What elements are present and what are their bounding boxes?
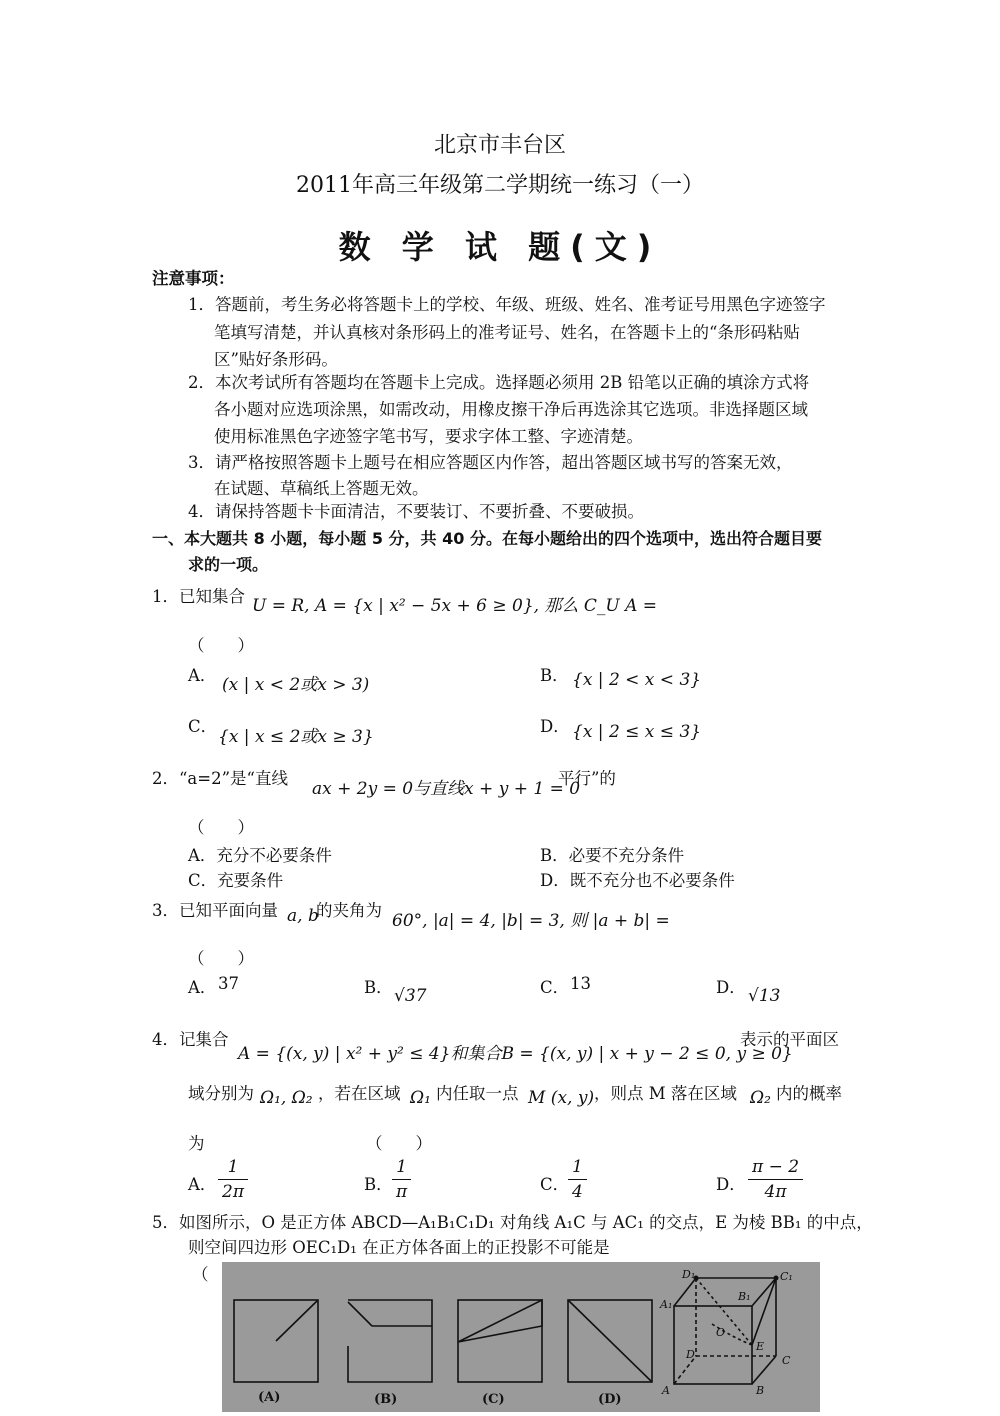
q1-answer-paren: （ ）: [188, 636, 254, 655]
q5-figure: [222, 1262, 820, 1412]
q4-option-b: [392, 1155, 411, 1204]
q3-expression: 60°, |a| = 4, |b| = 3, 则 |a + b| =: [392, 911, 670, 931]
cube-label-o: O: [716, 1326, 726, 1339]
q2-option-c: C．充要条件: [188, 871, 284, 890]
q1-option-b-label: B．: [540, 666, 569, 685]
q4-option-c: [568, 1155, 587, 1204]
q1-option-b: {x | 2 < x < 3}: [572, 670, 702, 690]
q3-option-b: √37: [394, 986, 427, 1006]
q4-option-d: [748, 1155, 803, 1204]
notice-line: 使用标准黑色字迹签字笔书写，要求字体工整、字迹清楚。: [214, 427, 643, 446]
option-b-diagram: [348, 1300, 432, 1382]
q3-stem: 3．已知平面向量: [152, 901, 278, 920]
projection-diagrams: [222, 1262, 820, 1412]
option-c-diagram: [458, 1300, 542, 1382]
notice-line: 4．请保持答题卡卡面清洁，不要装订、不要折叠、不要破损。: [188, 502, 644, 521]
denominator: π: [396, 1182, 408, 1202]
q2-option-b: B．必要不充分条件: [540, 846, 685, 865]
q4-option-c-label: C．: [540, 1175, 570, 1194]
q3-option-c: 13: [570, 974, 591, 993]
numerator: π − 2: [748, 1155, 803, 1180]
denominator: 4: [572, 1182, 583, 1202]
q3-option-a: 37: [218, 974, 239, 993]
q5-stem-cont: 则空间四边形 OEC₁D₁ 在正方体各面上的正投影不可能是: [188, 1238, 610, 1257]
q4-option-b-label: B．: [364, 1175, 393, 1194]
q4-line2-e: 内的概率: [776, 1084, 842, 1103]
q1-option-c-label: C．: [188, 717, 218, 736]
q4-point: M (x, y): [528, 1088, 595, 1108]
q4-expression: A = {(x, y) | x² + y² ≤ 4}和集合B = {(x, y) | x + y − 2 ≤ 0, y ≥ 0}: [238, 1044, 793, 1064]
q4-omega1: Ω₁: [410, 1088, 431, 1108]
numerator: 1: [218, 1155, 248, 1180]
q4-omega-pair: Ω₁, Ω₂: [260, 1088, 313, 1108]
q5-answer-paren: （: [192, 1265, 209, 1284]
q1-option-d-label: D．: [540, 717, 570, 736]
q4-line2-b: ，若在区域: [318, 1084, 401, 1103]
notice-heading: 注意事项：: [152, 269, 235, 288]
q2-stem-tail: 平行”的: [558, 769, 616, 788]
cube-label-c: C: [782, 1354, 791, 1367]
q4-omega2: Ω₂: [750, 1088, 771, 1108]
q1-option-a: (x | x < 2或x > 3): [222, 675, 370, 695]
q4-answer-paren: （ ）: [366, 1134, 432, 1153]
q1-option-d: {x | 2 ≤ x ≤ 3}: [572, 722, 702, 742]
q4-stem: 4．记集合: [152, 1030, 229, 1049]
q1-stem: 1．已知集合: [152, 587, 245, 606]
q3-answer-paren: （ ）: [188, 949, 254, 968]
cube-label-a: A: [662, 1384, 670, 1397]
q3-option-c-label: C．: [540, 978, 570, 997]
q2-option-d: D．既不充分也不必要条件: [540, 871, 735, 890]
q3-option-b-label: B．: [364, 978, 393, 997]
notice-line: 在试题、草稿纸上答题无效。: [214, 479, 429, 498]
q4-option-a: [218, 1155, 248, 1204]
section-heading: 一、本大题共 8 小题，每小题 5 分，共 40 分。在每小题给出的四个选项中，选出符合题目要: [152, 529, 822, 548]
option-b-label: (B): [374, 1392, 398, 1407]
q3-option-d-label: D．: [716, 978, 746, 997]
denominator: 4π: [764, 1182, 787, 1202]
option-a-label: (A): [258, 1390, 281, 1405]
cube-label-b: B: [756, 1384, 765, 1397]
cube-label-b1: B₁: [738, 1290, 751, 1303]
q4-line2-d: ，则点 M 落在区域: [594, 1084, 737, 1103]
q2-answer-paren: （ ）: [188, 818, 254, 837]
q3-stem-mid: 的夹角为: [316, 901, 382, 920]
cube-label-e: E: [756, 1340, 765, 1353]
q4-line3: 为: [188, 1134, 205, 1153]
q5-stem: 5．如图所示，O 是正方体 ABCD—A₁B₁C₁D₁ 对角线 A₁C 与 AC₁ 的交点，E 为棱 BB₁ 的中点，: [152, 1213, 873, 1232]
notice-line: 3．请严格按照答题卡上题号在相应答题区内作答，超出答题区域书写的答案无效，: [188, 453, 793, 472]
q3-vectors: a, b: [287, 906, 319, 926]
q3-option-d: √13: [748, 986, 781, 1006]
cube-label-d: D: [686, 1348, 695, 1361]
q2-option-a: A．充分不必要条件: [188, 846, 332, 865]
q4-option-a-label: A．: [188, 1175, 217, 1194]
cube-label-c1: C₁: [780, 1270, 793, 1283]
option-d-label: (D): [598, 1392, 622, 1407]
section-heading-cont: 求的一项。: [188, 555, 269, 574]
q2-stem: 2．“a=2”是“直线: [152, 769, 288, 788]
notice-line: 笔填写清楚，并认真核对条形码上的准考证号、姓名，在答题卡上的“条形码粘贴: [214, 323, 800, 342]
q1-option-c: {x | x ≤ 2或x ≥ 3}: [218, 727, 374, 747]
q1-expression: U = R, A = {x | x² − 5x + 6 ≥ 0}, 那么 C_U A =: [252, 596, 658, 616]
q4-line2-c: 内任取一点: [436, 1084, 519, 1103]
notice-line: 1．答题前，考生务必将答题卡上的学校、年级、班级、姓名、准考证号用黑色字迹签字: [188, 295, 826, 314]
q1-option-a-label: A．: [188, 666, 217, 685]
option-d-diagram: [568, 1300, 652, 1382]
q4-line2-a: 域分别为: [188, 1084, 254, 1103]
q2-expression: ax + 2y = 0与直线x + y + 1 = 0: [312, 779, 581, 799]
exam-title: 2011年高三年级第二学期统一练习（一）: [296, 173, 704, 198]
numerator: 1: [568, 1155, 587, 1180]
cube-label-d1: D₁: [682, 1268, 696, 1281]
q3-option-a-label: A．: [188, 978, 217, 997]
notice-line: 各小题对应选项涂黑，如需改动，用橡皮擦干净后再选涂其它选项。非选择题区域: [214, 400, 808, 419]
notice-line: 2．本次考试所有答题均在答题卡上完成。选择题必须用 2B 铅笔以正确的填涂方式将: [188, 373, 810, 392]
q4-option-d-label: D．: [716, 1175, 746, 1194]
denominator: 2π: [222, 1182, 244, 1202]
q4-stem-tail: 表示的平面区: [740, 1030, 839, 1049]
option-c-label: (C): [482, 1392, 505, 1407]
notice-line: 区”贴好条形码。: [214, 350, 338, 369]
district-title: 北京市丰台区: [433, 133, 566, 158]
option-a-diagram: [234, 1300, 318, 1382]
numerator: 1: [392, 1155, 411, 1180]
subject-title: 数 学 试 题(文): [338, 228, 662, 266]
cube-label-a1: A₁: [660, 1298, 673, 1311]
